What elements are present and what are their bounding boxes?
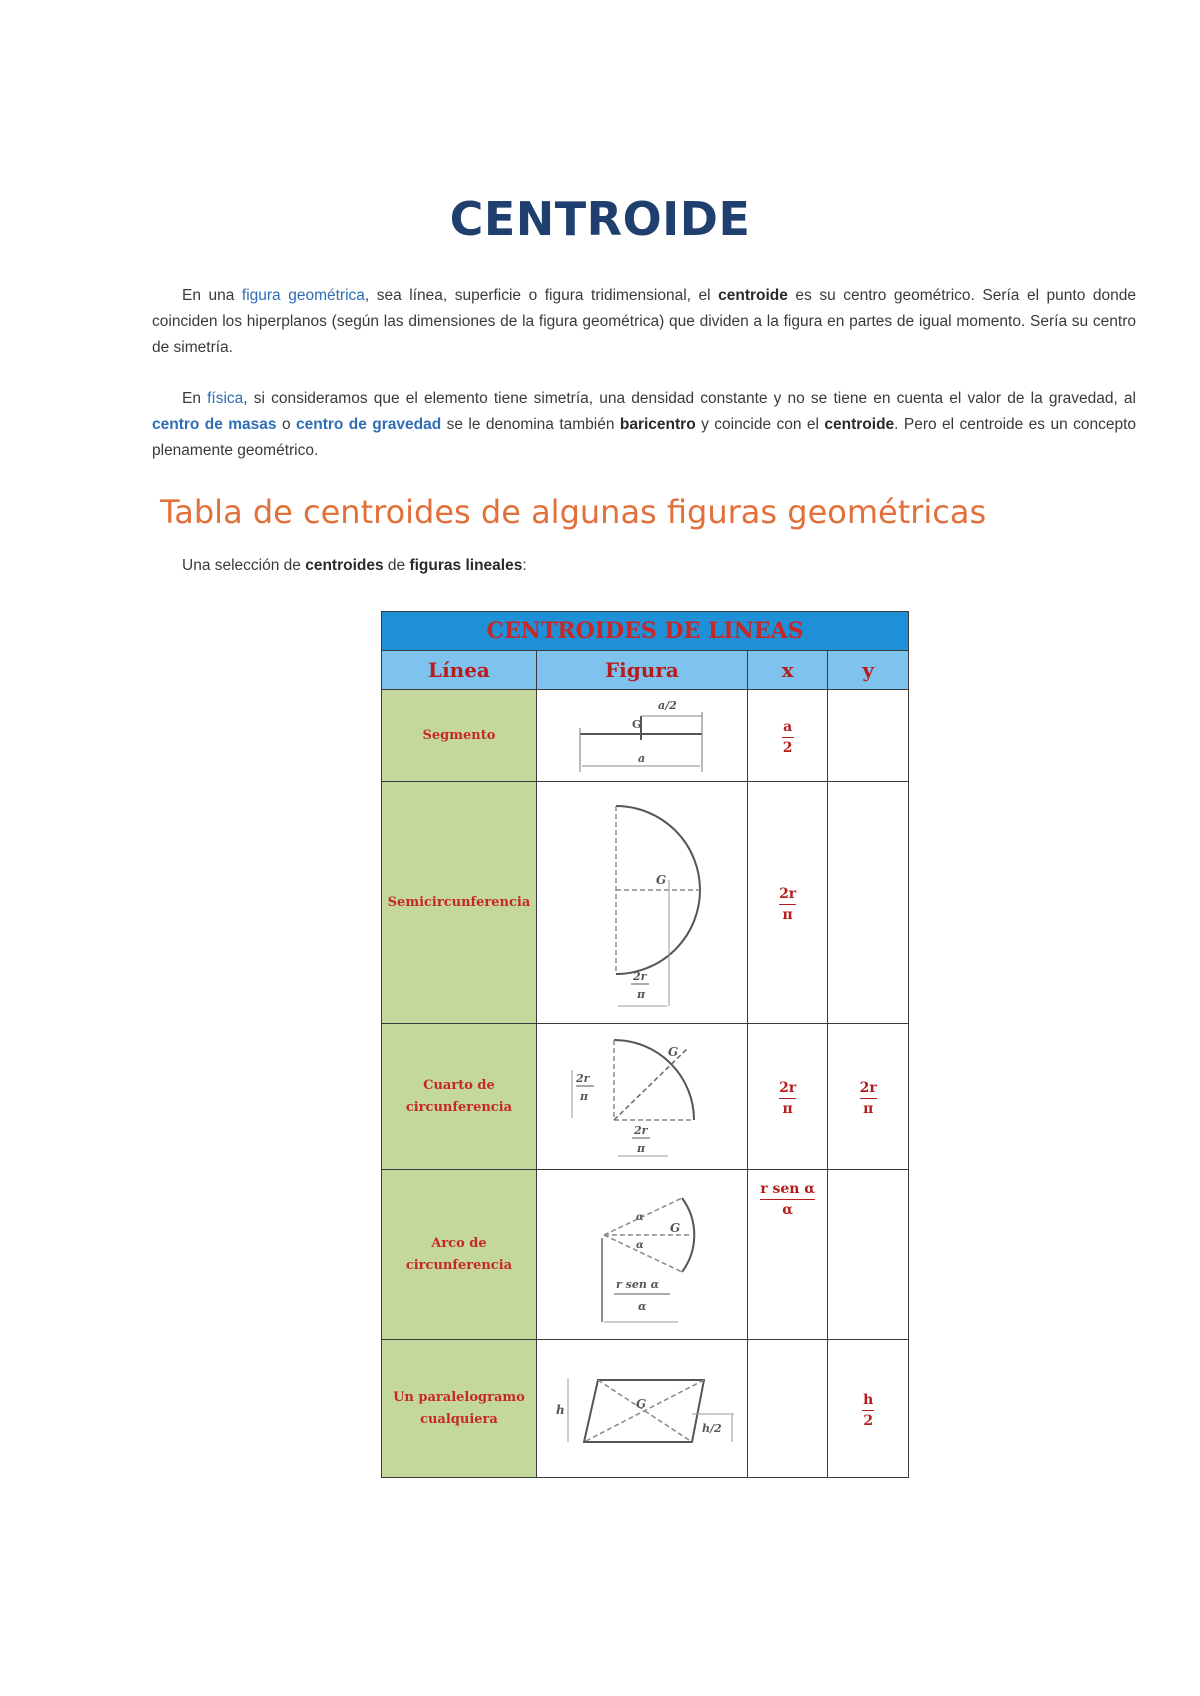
- value-x: [747, 690, 828, 782]
- value-y: [828, 1170, 909, 1340]
- header-figura: Figura: [536, 651, 747, 690]
- label-g: G: [669, 1220, 681, 1235]
- bold-centroide: centroide: [824, 416, 895, 433]
- link-figura-geometrica[interactable]: figura geométrica: [241, 287, 365, 304]
- text: de: [383, 557, 410, 574]
- x-numerator: a: [783, 718, 793, 735]
- table-title: CENTROIDES DE LINEAS: [382, 612, 909, 651]
- bold-centroides: centroides: [305, 557, 384, 574]
- text: . Pero el centroide es un concepto plenamente geométrico.: [152, 416, 1137, 459]
- label-h: h: [555, 1402, 565, 1417]
- x-numerator: 2r: [779, 1079, 797, 1096]
- label-h-half: h/2: [701, 1421, 722, 1435]
- label-alpha: α: [637, 1299, 647, 1313]
- label-g: G: [655, 872, 667, 887]
- x-denominator: α: [782, 1202, 794, 1218]
- label-g: G: [667, 1044, 679, 1059]
- link-fisica[interactable]: física: [207, 390, 244, 407]
- text: , si consideramos que el elemento tiene simetría, una densidad constante y no se tiene en cuenta el valor de la gravedad, al: [243, 390, 1136, 407]
- label-g: G: [631, 717, 642, 731]
- label-pi: π: [636, 987, 645, 1001]
- value-y: [828, 782, 909, 1024]
- text: En: [182, 390, 208, 407]
- paragraph-physics: [152, 386, 1136, 464]
- figure-arc: [536, 1170, 747, 1340]
- x-denominator: π: [782, 1100, 793, 1117]
- intro-text: [182, 557, 527, 575]
- value-x: [747, 1170, 828, 1340]
- table-row: [382, 1024, 909, 1170]
- text: se le denomina también: [441, 416, 620, 433]
- link-centro-de-gravedad[interactable]: centro de gravedad: [295, 416, 442, 433]
- row-name: Cuarto de circunferencia: [382, 1024, 537, 1170]
- label-rsen: r sen α: [615, 1277, 659, 1291]
- label-a-half: a/2: [657, 698, 677, 712]
- header-y: y: [828, 651, 909, 690]
- value-y: [828, 690, 909, 782]
- header-x: x: [747, 651, 828, 690]
- x-denominator: 2: [782, 739, 793, 756]
- x-numerator: 2r: [779, 885, 797, 902]
- row-name: Un paralelogramo cualquiera: [382, 1340, 537, 1478]
- table-row: [382, 782, 909, 1024]
- text: Una selección de: [182, 557, 306, 574]
- label-pi: π: [636, 1141, 645, 1155]
- figure-parallelogram: [536, 1340, 747, 1478]
- value-x: [747, 782, 828, 1024]
- bold-centroide: centroide: [718, 287, 788, 304]
- table-row: [382, 690, 909, 782]
- x-numerator: r sen α: [760, 1181, 816, 1197]
- label-alpha: α: [635, 1211, 644, 1223]
- row-name: Arco de circunferencia: [382, 1170, 537, 1340]
- value-y: [828, 1024, 909, 1170]
- header-linea: Línea: [382, 651, 537, 690]
- y-numerator: h: [863, 1391, 874, 1408]
- label-g: G: [635, 1396, 647, 1411]
- y-denominator: π: [863, 1100, 874, 1117]
- x-denominator: π: [782, 906, 793, 923]
- label-2r: 2r: [575, 1071, 590, 1085]
- y-numerator: 2r: [859, 1079, 877, 1096]
- value-y: [828, 1340, 909, 1478]
- table-row: [382, 1340, 909, 1478]
- page-title: CENTROIDE: [449, 192, 751, 246]
- centroids-table: [381, 611, 909, 1478]
- label-a: a: [637, 751, 645, 765]
- label-pi: π: [579, 1089, 588, 1103]
- row-name: Semicircunferencia: [382, 782, 537, 1024]
- label-2r: 2r: [633, 1123, 648, 1137]
- text: es su centro geométrico. Sería el punto donde coinciden los hiperplanos (según las dimensiones de la figura geométrica) que dividen a la figura en partes de igual momento. Sería su centro de simetría.: [152, 287, 1136, 356]
- label-2r: 2r: [632, 969, 647, 983]
- bold-figuras-lineales: figuras lineales: [409, 557, 523, 574]
- figure-segment: [536, 690, 747, 782]
- link-centro-de-masas[interactable]: centro de masas: [152, 416, 277, 433]
- y-denominator: 2: [863, 1412, 874, 1429]
- text: o: [276, 416, 296, 433]
- value-x: [747, 1340, 828, 1478]
- figure-semicircle: [536, 782, 747, 1024]
- section-heading: Tabla de centroides de algunas figuras geométricas: [160, 493, 987, 531]
- text: y coincide con el: [695, 416, 825, 433]
- label-alpha: α: [635, 1239, 644, 1251]
- table-row: [382, 1170, 909, 1340]
- row-name: Segmento: [382, 690, 537, 782]
- table-header-row: [382, 651, 909, 690]
- text: :: [522, 557, 527, 574]
- bold-baricentro: baricentro: [619, 416, 696, 433]
- paragraph-definition: [152, 283, 1136, 361]
- value-x: [747, 1024, 828, 1170]
- text: En una: [182, 287, 242, 304]
- figure-quarter-circle: [536, 1024, 747, 1170]
- text: , sea línea, superficie o figura tridimensional, el: [364, 287, 719, 304]
